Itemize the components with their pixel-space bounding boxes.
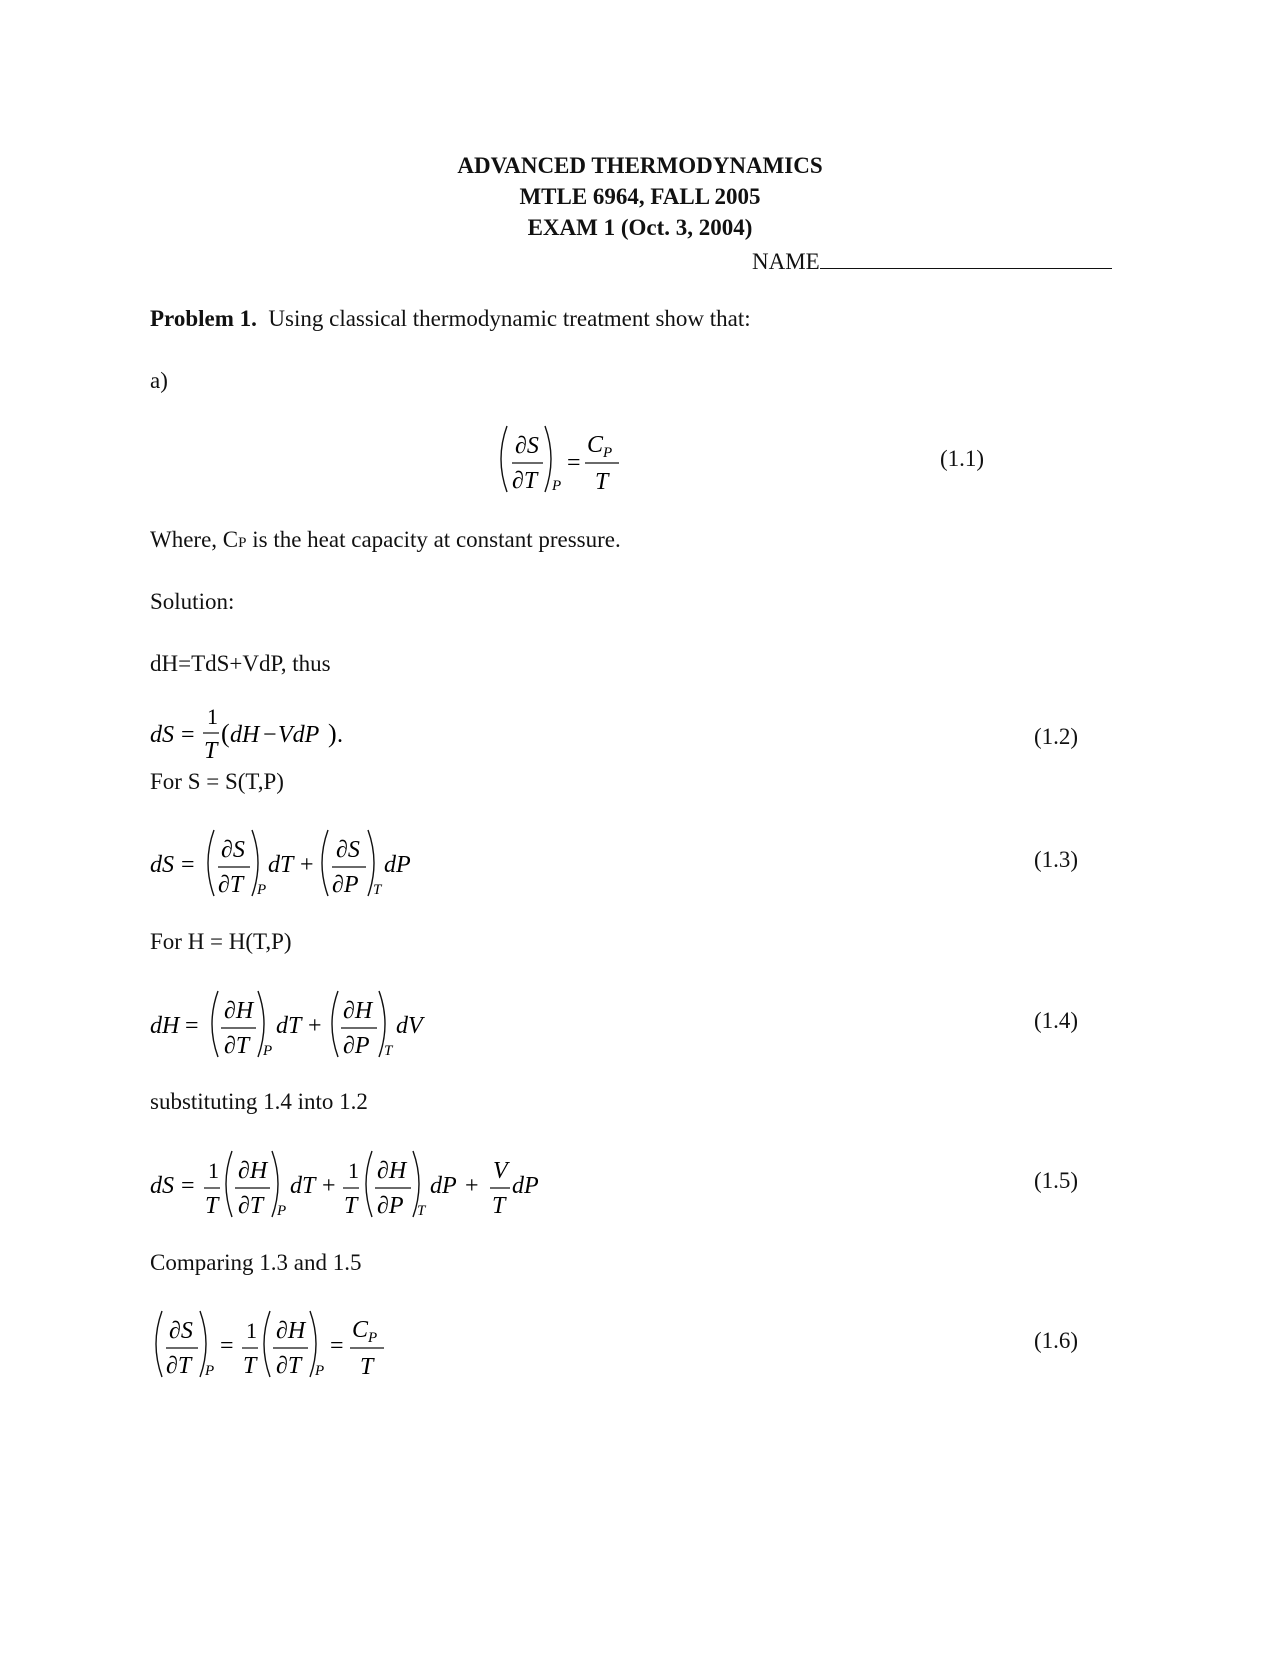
svg-text:V: V <box>493 1158 508 1184</box>
svg-text:=: = <box>567 450 581 476</box>
svg-text:∂H: ∂H <box>238 1158 268 1184</box>
svg-text:∂T: ∂T <box>512 468 538 494</box>
svg-text:P: P <box>603 445 613 461</box>
substituting-text: substituting 1.4 into 1.2 <box>150 1089 368 1114</box>
svg-text:dV: dV <box>396 1013 423 1039</box>
svg-text:∂S: ∂S <box>336 837 360 863</box>
svg-text:∂H: ∂H <box>343 998 373 1024</box>
svg-text:=: = <box>185 1013 199 1039</box>
svg-text:P: P <box>315 1363 325 1379</box>
svg-text:(: ( <box>221 719 230 748</box>
svg-text:T: T <box>492 1193 506 1219</box>
dh-relation-text: dH=TdS+VdP, thus <box>150 651 331 676</box>
svg-text:T: T <box>205 1193 219 1219</box>
svg-text:T: T <box>204 738 218 764</box>
svg-text:=: = <box>330 1333 344 1359</box>
svg-text:T: T <box>595 469 609 495</box>
svg-text:∂H: ∂H <box>224 998 254 1024</box>
equation-1-5 <box>150 1143 550 1232</box>
svg-text:∂T: ∂T <box>224 1033 250 1059</box>
svg-text:VdP: VdP <box>278 722 320 748</box>
equation-number-1-2: (1.2) <box>1034 724 1079 749</box>
svg-text:dP: dP <box>512 1173 539 1199</box>
svg-text:−: − <box>263 722 277 748</box>
course-title: ADVANCED THERMODYNAMICS <box>457 153 823 178</box>
equation-number-1-3: (1.3) <box>1034 847 1079 872</box>
svg-text:∂T: ∂T <box>218 872 244 898</box>
svg-text:=: = <box>181 1173 195 1199</box>
svg-text:dT: dT <box>276 1013 302 1039</box>
svg-text:dP: dP <box>384 852 411 878</box>
svg-text:+: + <box>308 1013 322 1039</box>
for-s-text: For S = S(T,P) <box>150 769 284 794</box>
svg-text:=: = <box>220 1333 234 1359</box>
svg-text:C: C <box>587 432 604 458</box>
svg-text:1: 1 <box>207 704 218 729</box>
equation-number-1-5: (1.5) <box>1034 1168 1079 1193</box>
svg-text:P: P <box>277 1203 287 1219</box>
problem-label: Problem 1. <box>150 306 257 331</box>
name-field[interactable] <box>752 246 1112 277</box>
svg-text:T: T <box>417 1203 426 1219</box>
svg-text:P: P <box>257 882 267 898</box>
svg-text:∂S: ∂S <box>515 433 539 459</box>
svg-text:1: 1 <box>208 1158 219 1183</box>
svg-text:dH: dH <box>230 722 260 748</box>
equation-number-1-6: (1.6) <box>1034 1328 1079 1353</box>
svg-text:∂T: ∂T <box>166 1353 192 1379</box>
part-label: a) <box>150 368 168 393</box>
svg-text:∂S: ∂S <box>169 1318 193 1344</box>
where-text: Where, CP is the heat capacity at constant pressure. <box>150 527 621 552</box>
equation-1-3 <box>150 822 420 911</box>
svg-text:∂P: ∂P <box>332 872 359 898</box>
svg-text:P: P <box>263 1043 273 1059</box>
svg-text:=: = <box>181 852 195 878</box>
svg-text:=: = <box>181 722 195 748</box>
problem-statement <box>150 304 751 334</box>
svg-text:1: 1 <box>246 1318 257 1343</box>
svg-text:T: T <box>243 1353 257 1379</box>
svg-text:+: + <box>465 1173 479 1199</box>
exam-title: EXAM 1 (Oct. 3, 2004) <box>527 215 753 240</box>
svg-text:∂T: ∂T <box>276 1353 302 1379</box>
svg-text:P: P <box>205 1363 215 1379</box>
svg-text:C: C <box>352 1317 369 1343</box>
svg-text:∂S: ∂S <box>221 837 245 863</box>
svg-text:T: T <box>360 1354 374 1380</box>
equation-1-4 <box>150 983 440 1072</box>
svg-text:T: T <box>384 1043 393 1059</box>
name-label: NAME <box>752 249 820 274</box>
svg-text:.: . <box>337 722 343 748</box>
svg-text:+: + <box>322 1173 336 1199</box>
svg-text:dH: dH <box>150 1013 180 1039</box>
svg-text:T: T <box>373 882 382 898</box>
problem-text: Using classical thermodynamic treatment show that: <box>268 306 751 331</box>
svg-text:1: 1 <box>348 1158 359 1183</box>
equation-number-1-4: (1.4) <box>1034 1008 1079 1033</box>
svg-text:T: T <box>344 1193 358 1219</box>
svg-text:∂H: ∂H <box>377 1158 407 1184</box>
course-code: MTLE 6964, FALL 2005 <box>519 184 761 209</box>
svg-text:∂P: ∂P <box>377 1193 404 1219</box>
svg-text:dP: dP <box>430 1173 457 1199</box>
svg-text:dS: dS <box>150 1173 174 1199</box>
comparing-text: Comparing 1.3 and 1.5 <box>150 1250 362 1275</box>
solution-label: Solution: <box>150 589 235 614</box>
svg-text:+: + <box>300 852 314 878</box>
svg-text:∂P: ∂P <box>343 1033 370 1059</box>
equation-1-2 <box>150 702 370 775</box>
equation-1-6 <box>150 1303 420 1392</box>
svg-text:dS: dS <box>150 722 174 748</box>
svg-text:∂H: ∂H <box>276 1318 306 1344</box>
svg-text:dT: dT <box>268 852 294 878</box>
name-blank-line[interactable] <box>820 246 1112 269</box>
svg-text:dT: dT <box>290 1173 316 1199</box>
equation-1-1 <box>495 418 630 507</box>
svg-text:dS: dS <box>150 852 174 878</box>
equation-number-1-1: (1.1) <box>940 446 985 471</box>
svg-text:): ) <box>328 719 337 748</box>
svg-text:∂T: ∂T <box>238 1193 264 1219</box>
svg-text:P: P <box>368 1330 378 1346</box>
svg-text:P: P <box>552 478 562 494</box>
for-h-text: For H = H(T,P) <box>150 929 292 954</box>
